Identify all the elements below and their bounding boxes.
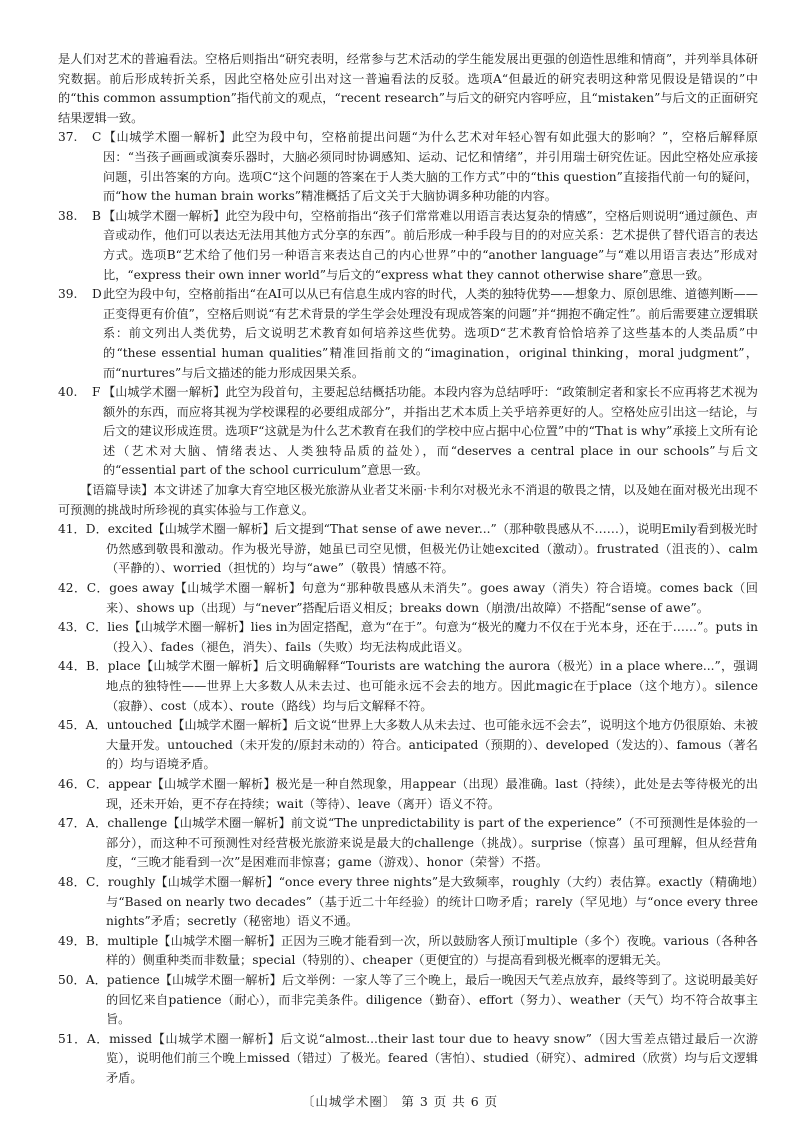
list-item — [58, 932, 758, 971]
list-item — [58, 128, 758, 206]
item-explanation: lies【山城学术圈一解析】lies in为固定搭配，意为“在于”。句意为“极光的魔力不仅在于光本身，还在于……”。puts in（投入）、fades（褪色，消失）、fails（失败）均无法构成此语义。 — [106, 620, 758, 654]
item-number: 39. — [58, 287, 78, 302]
item-explanation: missed【山城学术圈一解析】后文说“almost...their last tour due to heavy snow”（因大雪差点错过最后一次游览），说明他们前三个晚上missed（错过）了极光。feared（害怕）、studied（研究）、admired（欣赏）均与后文逻辑矛盾。 — [106, 1031, 758, 1085]
item-answer: A． — [85, 718, 107, 733]
item-answer: C． — [86, 776, 109, 791]
item-answer: A． — [86, 1031, 110, 1046]
item-explanation: excited【山城学术圈一解析】后文提到“That sense of awe never...”（那种敬畏感从不……），说明Emily看到极光时仍然感到敬畏和激动。作为极光导游，她虽已司空见惯，但极光仍让她excited（激动）。frustrated（沮丧的）、calm（平静的）、worried（担忧的）均与“awe”（敬畏）情感不符。 — [106, 522, 758, 576]
list-item — [58, 775, 758, 814]
list-item — [58, 579, 758, 618]
item-number: 42． — [58, 581, 87, 596]
passage-guide: 【语篇导读】本文讲述了加拿大育空地区极光旅游从业者艾米丽·卡利尔对极光永不消退的敬畏之情，以及她在面对极光出现不可预测的挑战时所珍视的真实体验与工作意义。 — [58, 483, 758, 517]
item-answer: B． — [85, 933, 108, 948]
intro-paragraph — [58, 50, 758, 128]
item-number: 43． — [58, 620, 86, 635]
item-answer: B — [92, 208, 101, 223]
list-item — [58, 520, 758, 579]
page-footer: 〔山城学术圈〕 第 3 页 共 6 页 — [301, 1094, 499, 1109]
item-number: 47． — [58, 816, 87, 831]
list-item — [58, 716, 758, 775]
item-explanation: 【山城学术圈一解析】此空为段首句，主要起总结概括功能。本段内容为总结呼吁：“政策制定者和家长不应再将艺术视为额外的东西，而应将其视为学校课程的必要组成部分”，并指出艺术本质上关乎培养更好的人。空格处应引出这一结论，与后文的建议形成连贯。选项F“这就是为什么艺术教育在我们的学校中应占据中心位置”中的“That is why”承接上文所有论述（艺术对大脑、情绪表达、人类独特品质的益处），而“deserves a central place in our schools”与后文的“essential part of the school curriculum”意思一致。 — [103, 385, 758, 478]
list-item — [58, 971, 758, 1030]
item-explanation: untouched【山城学术圈一解析】后文说“世界上大多数人从未去过、也可能永远不会去”，说明这个地方仍很原始、未被大量开发。untouched（未开发的/原封未动的）符合。anticipated（预期的）、developed（发达的）、famous（著名的）均与语境矛盾。 — [106, 718, 758, 772]
list-item — [58, 1030, 758, 1089]
item-number: 41． — [58, 522, 86, 537]
item-number: 51． — [58, 1031, 87, 1046]
item-explanation: 【山城学术圈一解析】此空为段中句，空格前提出问题“为什么艺术对年轻心智有如此强大的影响？”，空格后解释原因：“当孩子画画或演奏乐器时，大脑必须同时协调感知、运动、记忆和情绪”，并引用瑞士研究佐证。因此空格处应承接问题，引出答案的方向。选项C“这个问题的答案在于人类大脑的工作方式”中的“this question”直接指代前一句的疑问，而“how the human brain works”精准概括了后文关于大脑协调多种功能的内容。 — [103, 130, 758, 204]
items-cloze — [58, 520, 758, 1088]
list-item — [58, 657, 758, 716]
item-answer: C — [92, 130, 102, 145]
items-seven-choice — [58, 128, 758, 481]
item-number: 50． — [58, 972, 86, 987]
item-answer: B． — [86, 659, 108, 674]
item-answer: D． — [85, 522, 108, 537]
answer-explanations — [58, 50, 758, 1088]
list-item — [58, 207, 758, 285]
item-number: 46． — [58, 776, 87, 791]
item-explanation: appear【山城学术圈一解析】极光是一种自然现象，用appear（出现）最准确。last（持续），此处是去等待极光的出现，还未开始，更不存在持续；wait（等待）、leave（离开）语义不符。 — [106, 776, 758, 811]
item-explanation: 【山城学术圈一解析】此空为段中句，空格前指出“孩子们常常难以用语言表达复杂的情感”，空格后则说明“通过颜色、声音或动作，他们可以表达无法用其他方式分享的东西”。前后形成一种手段与目的的对应关系：艺术提供了替代语言的表达方式。选项B“艺术给了他们另一种语言来表达自己的内心世界”中的“another language”与“难以用语言表达”形成对比，“express their own inner world”与后文的“express what they cannot otherwise share”意思一致。 — [103, 208, 758, 282]
item-number: 37. — [58, 130, 78, 145]
item-number: 48． — [58, 874, 86, 889]
list-item — [58, 285, 758, 383]
list-item — [58, 618, 758, 657]
item-answer: C． — [86, 874, 108, 889]
item-explanation: challenge【山城学术圈一解析】前文说“The unpredictability is part of the experience”（不可预测性是体验的一部分），而这种不可预测性对经营极光旅游来说是最大的challenge（挑战）。surprise（惊喜）虽可理解，但从经营角度，“三晚才能看到一次”是困难而非惊喜；game（游戏）、honor（荣誉）不搭。 — [106, 816, 758, 870]
item-explanation: multiple【山城学术圈一解析】正因为三晚才能看到一次，所以鼓励客人预订multiple（多个）夜晚。various（各种各样的）侧重种类而非数量；special（特别的）、cheaper（更便宜的）与提高看到极光概率的逻辑无关。 — [106, 933, 758, 968]
item-answer: C． — [86, 581, 110, 596]
item-explanation: roughly【山城学术圈一解析】“once every three nights”是大致频率，roughly（大约）表估算。exactly（精确地）与“Based on nearly two decades”（基于近二十年经验）的统计口吻矛盾；rarely（罕见地）与“once every three nights”矛盾；secretly（秘密地）语义不通。 — [106, 874, 758, 929]
item-number: 45． — [58, 718, 86, 733]
item-explanation: patience【山城学术圈一解析】后文举例：一家人等了三个晚上，最后一晚因天气差点放弃，最终等到了。这说明最美好的回忆来自patience（耐心），而非完美条件。diligence（勤奋）、effort（努力）、weather（天气）均不符合故事主旨。 — [106, 972, 759, 1027]
item-explanation: place【山城学术圈一解析】后文明确解释“Tourists are watching the aurora（极光）in a place where...”，强调地点的独特性——世界上大多数人从未去过、也可能永远不会去的地方。因此magic在于place（这个地方）。silence（寂静）、cost（成本）、route（路线）均与后文解释不符。 — [106, 659, 758, 713]
item-number: 44． — [58, 659, 87, 674]
item-answer: D — [92, 287, 102, 302]
item-answer: A． — [86, 816, 108, 831]
item-answer: F — [92, 385, 101, 400]
list-item — [58, 814, 758, 873]
item-answer: A． — [85, 972, 107, 987]
list-item — [58, 383, 758, 481]
item-number: 40. — [58, 385, 78, 400]
item-answer: C． — [85, 620, 108, 635]
list-item — [58, 873, 758, 932]
item-explanation: 此空为段中句，空格前指出“在AI可以从已有信息生成内容的时代，人类的独特优势——想象力、原创思维、道德判断——正变得更有价值”，空格后则说“有艺术背景的学生学会处理没有现成答案的问题”并“拥抱不确定性”。前后需要建立逻辑联系：前文列出人类优势，后文说明艺术教育如何培养这些优势。选项D“艺术教育恰恰培养了这些基本的人类品质”中的“these essential human qualities”精准回指前文的“imagination，original thinking，moral judgment”，而“nurtures”与后文描述的能力形成因果关系。 — [103, 287, 758, 380]
item-number: 49． — [58, 933, 86, 948]
intro-text: 是人们对艺术的普遍看法。空格后则指出“研究表明，经常参与艺术活动的学生能发展出更强的创造性思维和情商”，并列举具体研究数据。前后形成转折关系，因此空格处应引出对这一普遍看法的反驳。选项A“但最近的研究表明这种常见假设是错误的”中的“this common assumption”指代前文的观点，“recent research”与后文的研究内容呼应，且“mistaken”与后文的正面研究结果逻辑一致。 — [58, 52, 758, 125]
item-explanation: goes away【山城学术圈一解析】句意为“那种敬畏感从未消失”。goes away（消失）符合语境。comes back（回来）、shows up（出现）与“never”搭配后语义相反；breaks down（崩溃/出故障）不搭配“sense of awe”。 — [106, 581, 758, 615]
item-number: 38. — [58, 208, 78, 223]
